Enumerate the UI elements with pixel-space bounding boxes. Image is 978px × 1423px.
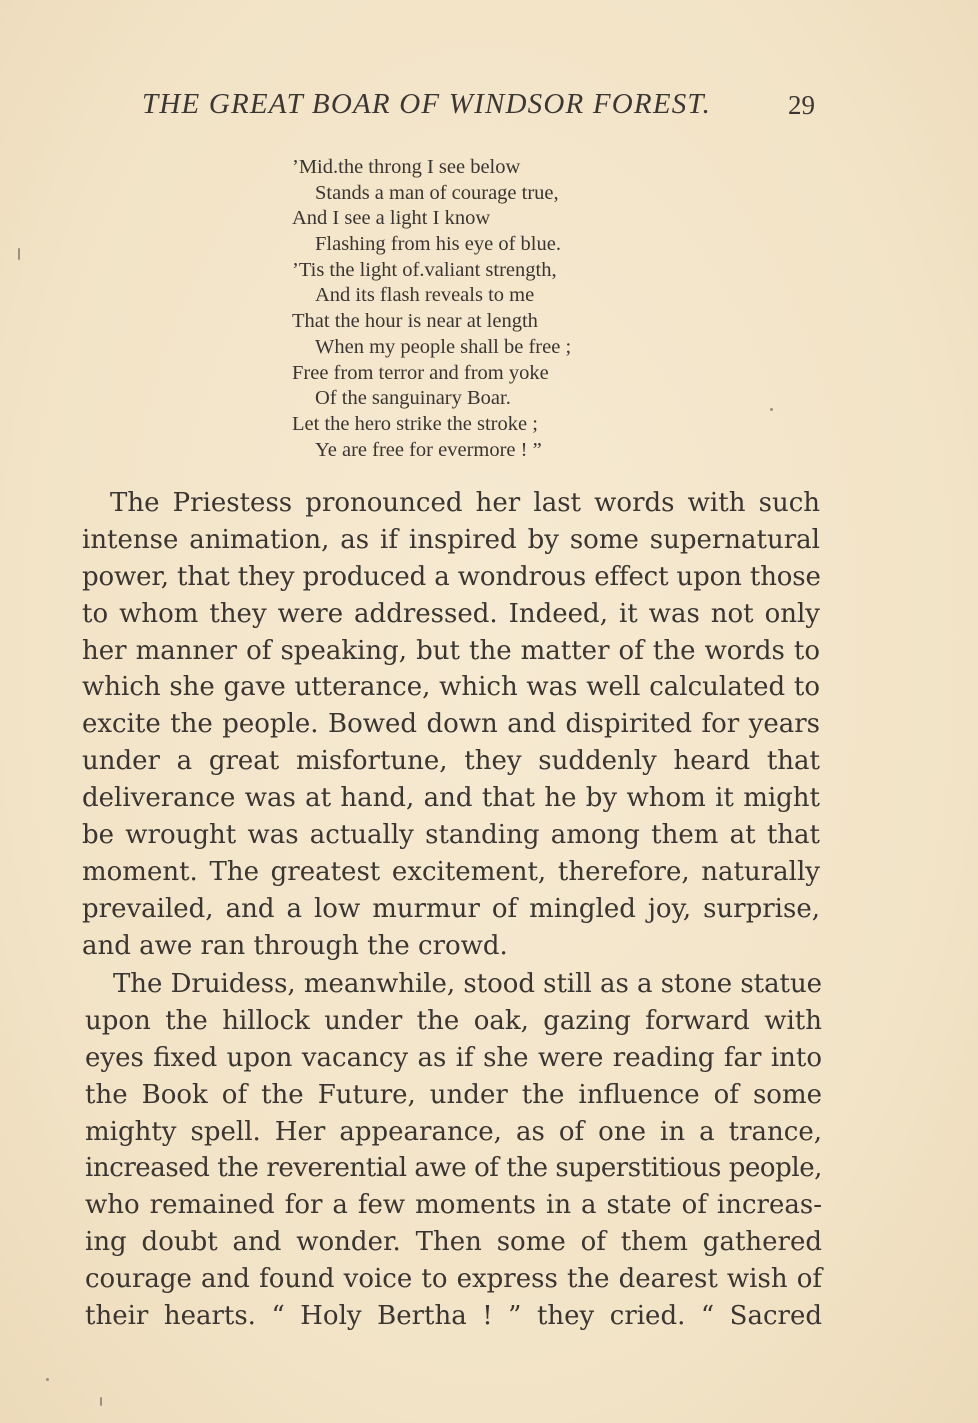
text-line: their hearts. “ Holy Bertha ! ” they cried. “ Sacred <box>85 1301 822 1332</box>
text-line: eyes fixed upon vacancy as if she were reading far into <box>85 1042 822 1073</box>
poem-block <box>292 155 672 463</box>
paper-speck <box>770 408 773 411</box>
paper-speck <box>100 1397 102 1406</box>
poem-line: That the hour is near at length <box>292 310 538 333</box>
poem-line: Flashing from his eye of blue. <box>315 233 561 256</box>
text-line: prevailed, and a low murmur of mingled joy, surprise, <box>82 893 820 924</box>
paragraph-2 <box>85 966 822 1335</box>
text-line: and awe ran through the crowd. <box>82 930 508 961</box>
poem-line: Let the hero strike the stroke ; <box>292 412 538 435</box>
page-number: 29 <box>788 90 815 120</box>
poem-line: Stands a man of courage true, <box>315 181 559 204</box>
text-line: increased the reverential awe of the superstitious people, <box>85 1153 822 1184</box>
poem-line: Ye are free for evermore ! ” <box>315 438 542 461</box>
text-line: deliverance was at hand, and that he by whom it might <box>82 783 820 814</box>
text-line: which she gave utterance, which was well calculated to <box>82 672 820 703</box>
paper-speck <box>46 1378 49 1381</box>
poem-line: When my people shall be free ; <box>315 335 572 358</box>
text-line: her manner of speaking, but the matter of the words to <box>82 635 820 666</box>
poem-line: And its flash reveals to me <box>315 284 535 307</box>
text-line: The Druidess, meanwhile, stood still as a stone statue <box>113 969 823 999</box>
text-line: the Book of the Future, under the influence of some <box>85 1079 822 1110</box>
poem-line: ’Tis the light of.valiant strength, <box>292 258 557 281</box>
text-line: to whom they were addressed. Indeed, it was not only <box>82 598 820 629</box>
text-line: who remained for a few moments in a state of increas- <box>85 1190 822 1221</box>
text-line: under a great misfortune, they suddenly heard that <box>82 746 820 777</box>
text-line: ing doubt and wonder. Then some of them gathered <box>85 1227 822 1258</box>
text-line: power, that they produced a wondrous effect upon those <box>82 561 821 592</box>
text-line: excite the people. Bowed down and dispirited for years <box>82 709 820 740</box>
poem-line: And I see a light I know <box>292 207 491 230</box>
text-line: upon the hillock under the oak, gazing forward with <box>85 1005 822 1036</box>
text-line: The Priestess pronounced her last words with such <box>110 488 820 518</box>
poem-line: Of the sanguinary Boar. <box>315 387 511 410</box>
poem-line: Free from terror and from yoke <box>292 361 549 384</box>
running-title: THE GREAT BOAR OF WINDSOR FOREST. <box>142 88 712 120</box>
text-line: mighty spell. Her appearance, as of one in a trance, <box>85 1116 822 1147</box>
text-line: intense animation, as if inspired by some supernatural <box>82 524 820 555</box>
paper-speck <box>18 248 20 260</box>
running-head <box>142 88 832 128</box>
text-line: be wrought was actually standing among them at that <box>82 820 820 851</box>
poem-line: ’Mid.the throng I see below <box>292 156 521 178</box>
text-line: moment. The greatest excitement, therefore, naturally <box>82 856 820 887</box>
paragraph-1 <box>82 485 820 965</box>
text-line: courage and found voice to express the dearest wish of <box>85 1264 822 1295</box>
